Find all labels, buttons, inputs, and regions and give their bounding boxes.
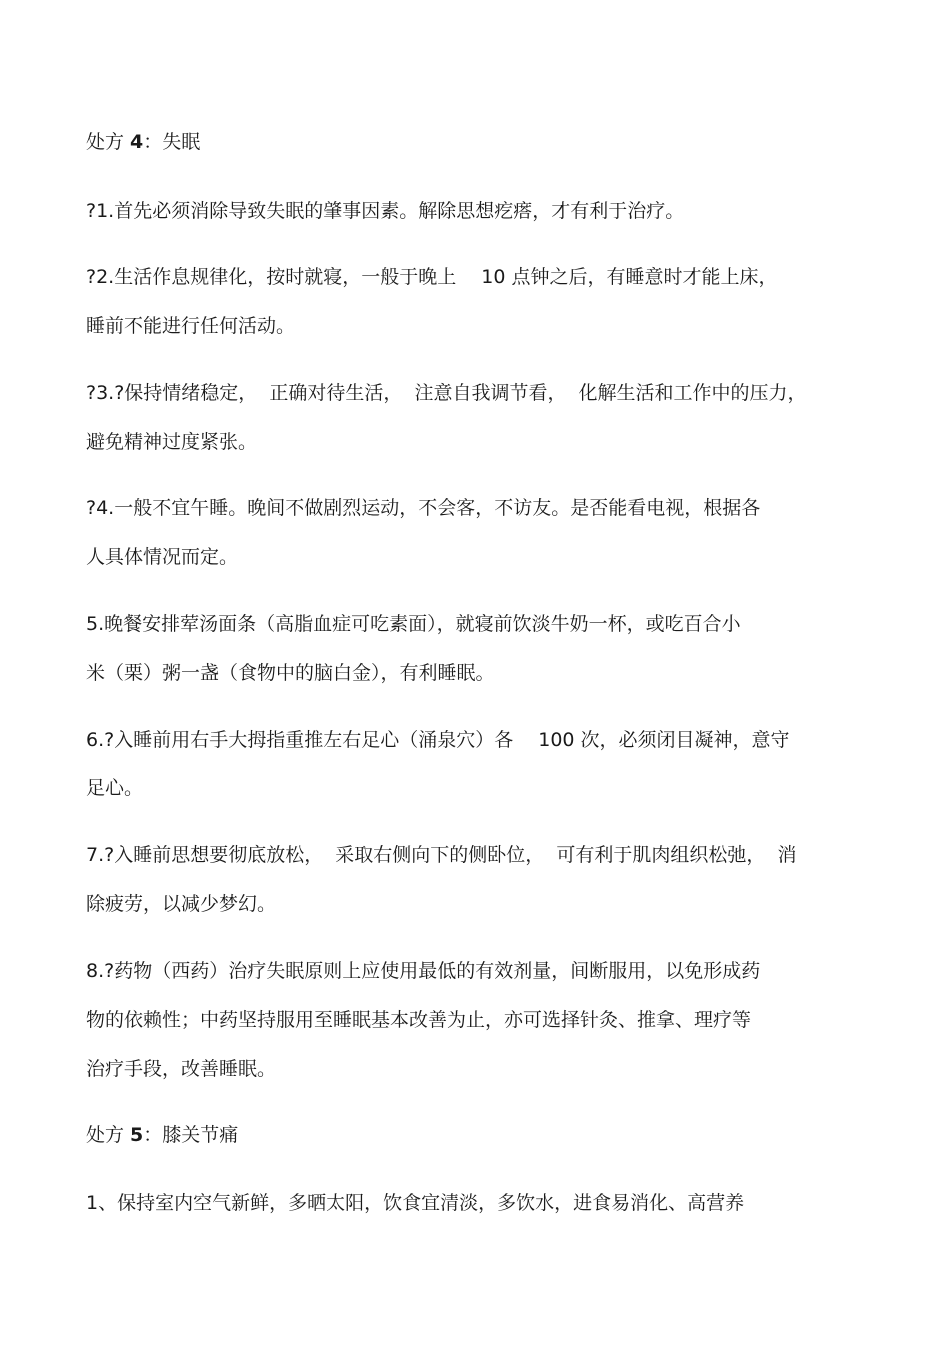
- paragraph-line: 治疗手段，改善睡眠。: [86, 1058, 277, 1080]
- section-heading-4: 处方 4：失眠: [86, 131, 201, 153]
- paragraph-line: 6.?入睡前用右手大拇指重推左右足心（涌泉穴）各 100 次，必须闭目凝神，意守: [86, 729, 790, 751]
- paragraph-line: 米（栗）粥一盏（食物中的脑白金），有利睡眠。: [86, 662, 495, 684]
- paragraph-line: 8.?药物（西药）治疗失眠原则上应使用最低的有效剂量，间断服用，以免形成药: [86, 960, 761, 982]
- paragraph-line: 避免精神过度紧张。: [86, 431, 258, 453]
- paragraph-line: 7.?入睡前思想要彻底放松， 采取右侧向下的侧卧位， 可有利于肌肉组织松弛， 消: [86, 844, 797, 866]
- paragraph-line: 足心。: [86, 777, 144, 799]
- paragraph-line: 1、保持室内空气新鲜，多晒太阳，饮食宜清淡，多饮水，进食易消化、高营养: [86, 1192, 745, 1214]
- paragraph-line: 5.晚餐安排荤汤面条（高脂血症可吃素面），就寝前饮淡牛奶一杯，或吃百合小: [86, 613, 741, 635]
- paragraph-line: 物的依赖性；中药坚持服用至睡眠基本改善为止，亦可选择针灸、推拿、理疗等: [86, 1009, 752, 1031]
- paragraph-line: 睡前不能进行任何活动。: [86, 315, 296, 337]
- section-heading-5: 处方 5：膝关节痛: [86, 1124, 239, 1146]
- paragraph-line: ?2.生活作息规律化，按时就寝，一般于晚上 10 点钟之后，有睡意时才能上床，: [86, 266, 778, 288]
- paragraph-line: 除疲劳，以减少梦幻。: [86, 893, 277, 915]
- paragraph-line: 人具体情况而定。: [86, 546, 239, 568]
- paragraph-line: ?1.首先必须消除导致失眠的肇事因素。解除思想疙瘩，才有利于治疗。: [86, 200, 685, 222]
- paragraph-line: ?3.?保持情绪稳定， 正确对待生活， 注意自我调节看， 化解生活和工作中的压力，: [86, 382, 807, 404]
- paragraph-line: ?4.一般不宜午睡。晚间不做剧烈运动，不会客，不访友。是否能看电视，根据各: [86, 497, 761, 519]
